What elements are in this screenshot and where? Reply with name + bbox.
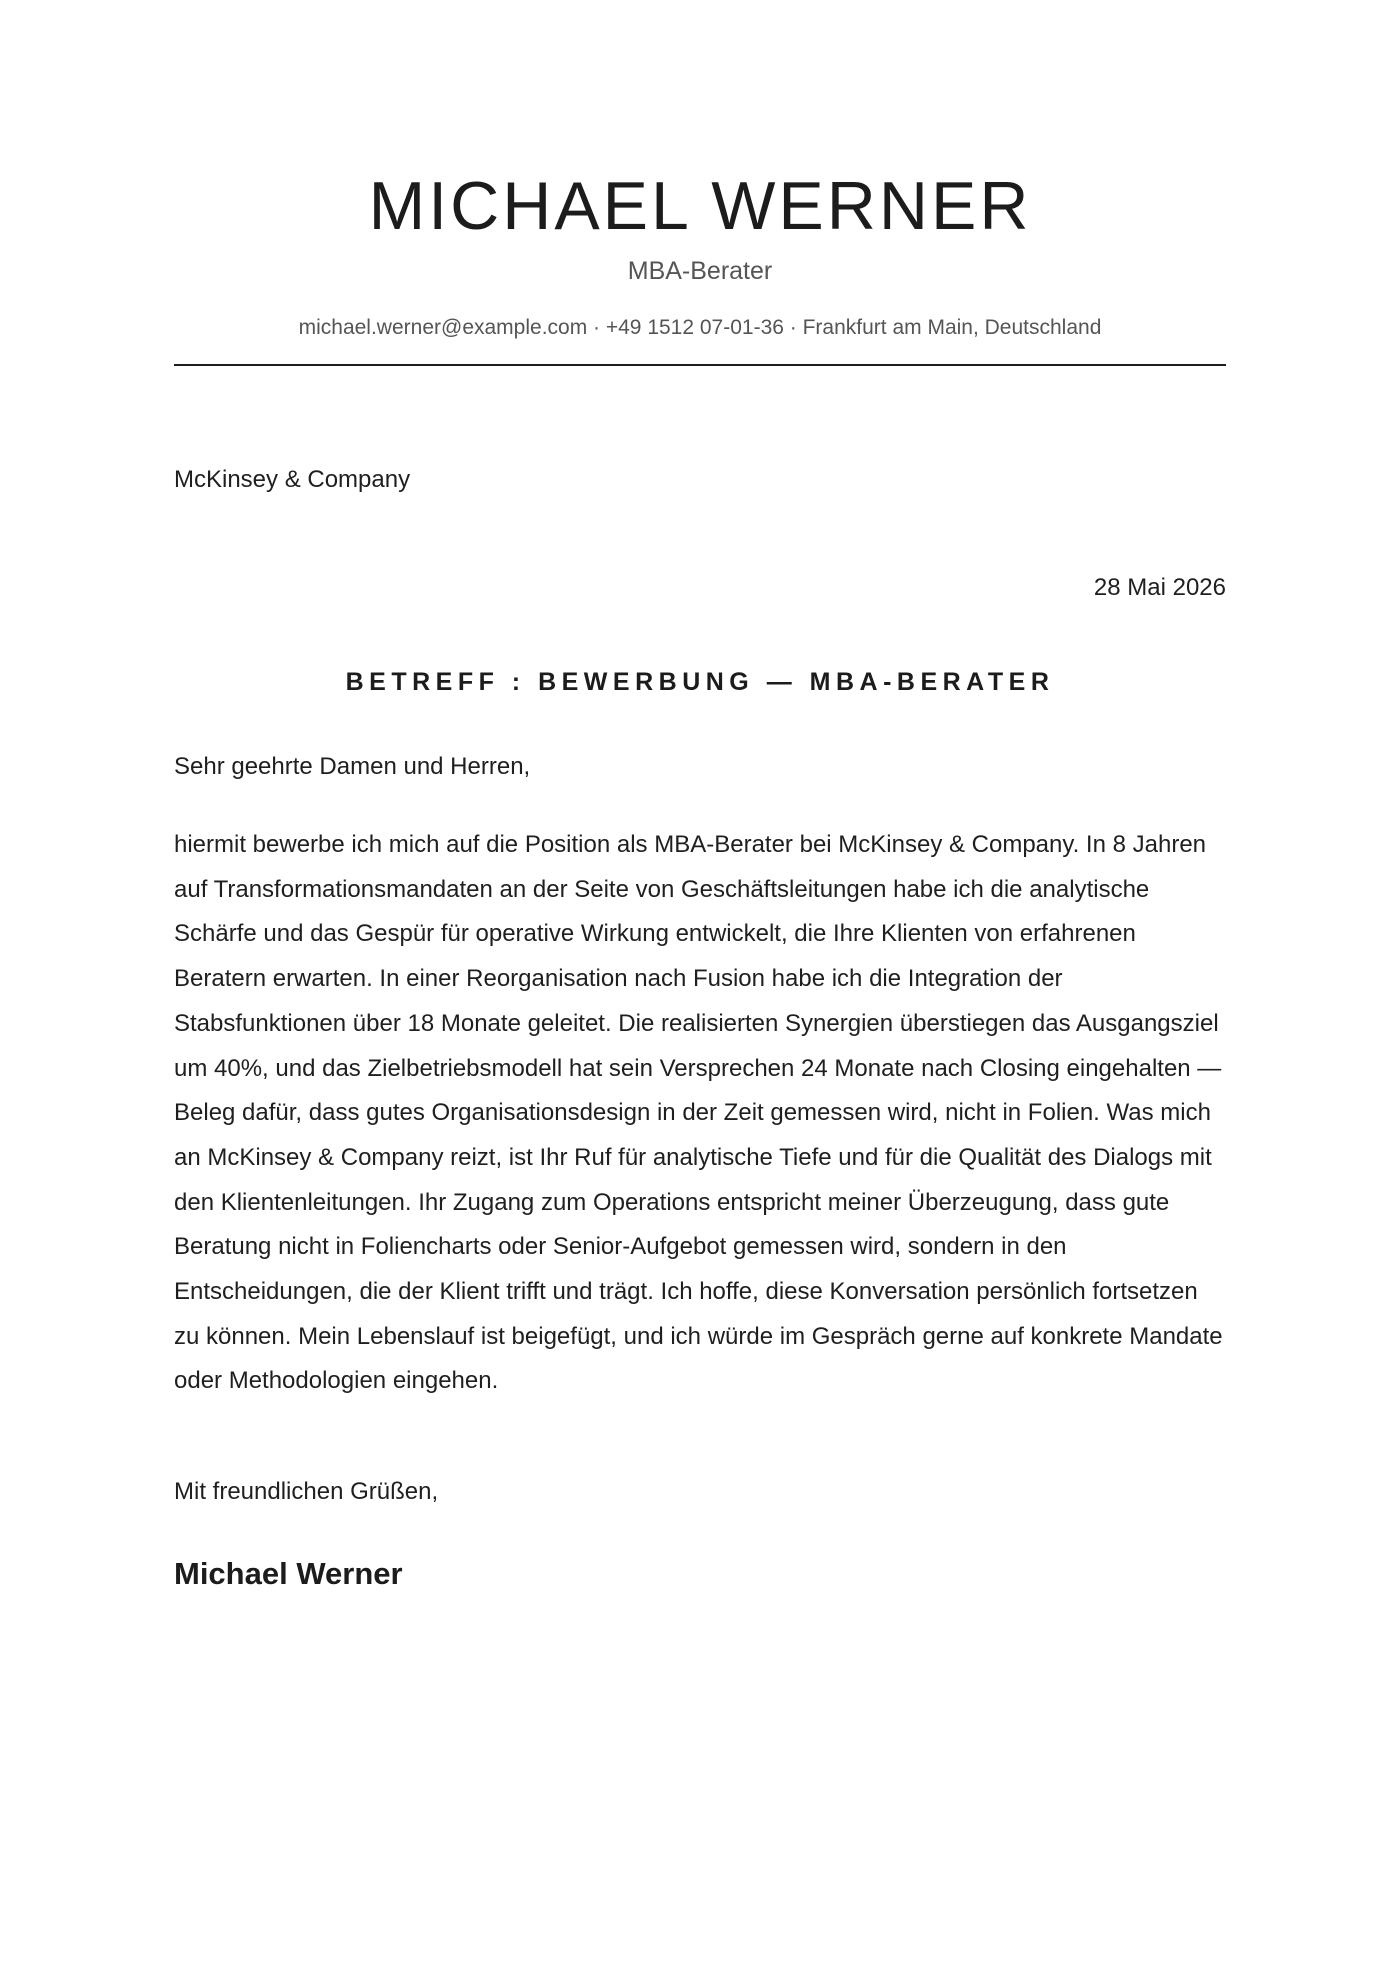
header-divider [174,364,1226,366]
letter-header [174,0,1226,366]
letter-body-paragraph: hiermit bewerbe ich mich auf die Position als MBA-Berater bei McKinsey & Company. In 8 Jahren auf Transformationsmandaten an der Seite von Geschäftsleitungen habe ich die analytische Schärfe und das Gespür für operative Wirkung entwickelt, die Ihre Klienten von erfahrenen Beratern erwarten. In einer Reorganisation nach Fusion habe ich die Integration der Stabsfunktionen über 18 Monate geleitet. Die realisierten Synergien überstiegen das Ausgangsziel um 40%, und das Zielbetriebsmodell hat sein Versprechen 24 Monate nach Closing eingehalten — Beleg dafür, dass gutes Organisationsdesign in der Zeit gemessen wird, nicht in Folien. Was mich an McKinsey & Company reizt, ist Ihr Ruf für analytische Tiefe und für die Qualität des Dialogs mit den Klientenleitungen. Ihr Zugang zum Operations entspricht meiner Überzeugung, dass gute Beratung nicht in Foliencharts oder Senior-Aufgebot gemessen wird, sondern in den Entscheidungen, die der Klient trifft und trägt. Ich hoffe, diese Konversation persönlich fortsetzen zu können. Mein Lebenslauf ist beigefügt, und ich würde im Gespräch gerne auf konkrete Mandate oder Methodologien eingehen. [174,831,1223,1395]
subject-line: BETREFF : BEWERBUNG — MBA-BERATER [345,668,1055,696]
letter-date: 28 Mai 2026 [1093,574,1226,601]
closing-phrase: Mit freundlichen Grüßen, [174,1478,439,1506]
salutation: Sehr geehrte Damen und Herren, [174,753,531,780]
signature-name: Michael Werner [174,1556,403,1592]
recipient-company: McKinsey & Company [174,466,411,493]
sender-job-title: MBA-Berater [627,257,773,285]
sender-name: MICHAEL WERNER [368,168,1032,244]
sender-contact-line: michael.werner@example.com · +49 1512 07-01-36 · Frankfurt am Main, Deutschland [298,316,1102,339]
